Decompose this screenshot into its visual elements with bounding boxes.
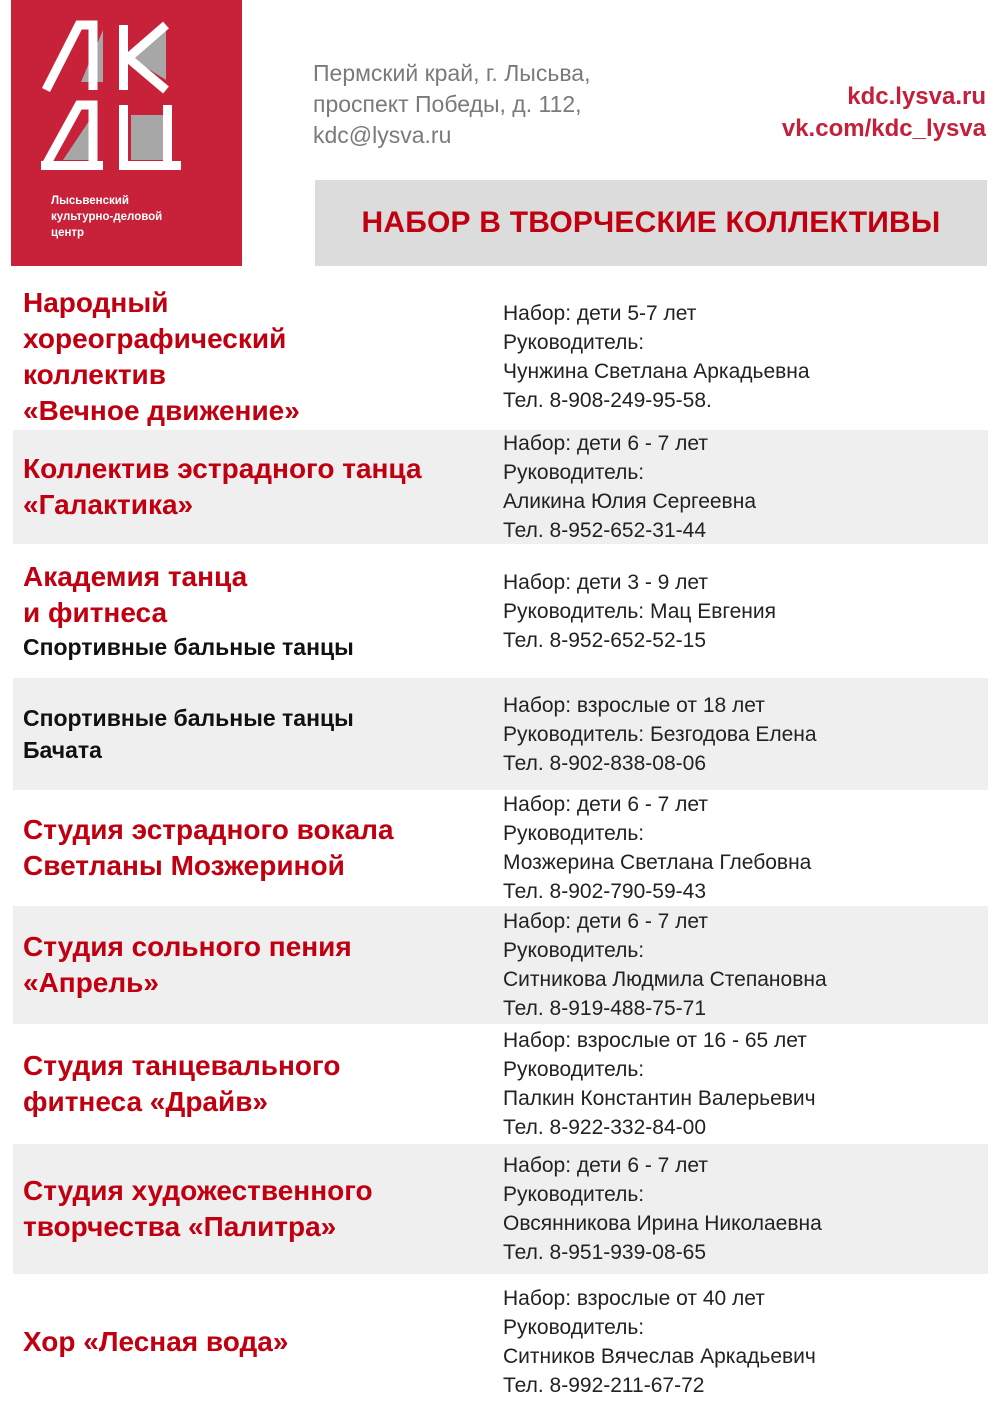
name-line: Студия сольного пения <box>23 931 352 962</box>
name-line: «Апрель» <box>23 967 159 998</box>
collective-info <box>503 1026 816 1142</box>
collective-info <box>503 907 827 1023</box>
collective-row <box>13 430 988 544</box>
collective-info <box>503 790 811 906</box>
address-block <box>313 58 590 151</box>
phone[interactable]: Тел. 8-902-838-08-06 <box>503 751 706 775</box>
leader-label: Руководитель: <box>503 939 645 962</box>
phone[interactable]: Тел. 8-922-332-84-00 <box>503 1116 706 1139</box>
collective-name <box>13 285 503 429</box>
collective-row <box>13 544 988 678</box>
web-links <box>782 81 986 145</box>
collective-name <box>13 929 503 1001</box>
collective-row <box>13 790 988 906</box>
name-line: Коллектив эстрадного танца <box>23 453 422 484</box>
name-line: Народный <box>23 287 169 318</box>
leader-name: Овсянникова Ирина Николаевна <box>503 1212 822 1235</box>
collective-row <box>13 906 988 1024</box>
leader-label: Руководитель: <box>503 331 645 354</box>
recruit-age: Набор: взрослые от 18 лет <box>503 693 765 717</box>
collectives-list <box>13 284 988 1410</box>
leader-name: Палкин Константин Валерьевич <box>503 1087 816 1110</box>
recruit-age: Набор: дети 6 - 7 лет <box>503 793 709 816</box>
phone[interactable]: Тел. 8-919-488-75-71 <box>503 997 706 1020</box>
name-line: хореографический <box>23 323 287 354</box>
leader-label: Руководитель: Безгодова Елена <box>503 722 817 746</box>
vk-link[interactable]: vk.com/kdc_lysva <box>781 115 986 142</box>
collective-name <box>13 1173 503 1245</box>
name-line: и фитнеса <box>23 597 168 628</box>
phone[interactable]: Тел. 8-952-652-52-15 <box>503 628 706 652</box>
logo-caption-line: культурно-деловой <box>51 211 163 223</box>
phone[interactable]: Тел. 8-952-652-31-44 <box>503 519 706 542</box>
phone[interactable]: Тел. 8-908-249-95-58. <box>503 389 712 412</box>
collective-info <box>503 429 756 545</box>
name-line: Студия художественного <box>23 1175 373 1206</box>
recruit-age: Набор: дети 3 - 9 лет <box>503 570 709 594</box>
name-line: Академия танца <box>23 561 248 592</box>
kdc-logo <box>11 0 242 266</box>
leader-name: Мозжерина Светлана Глебовна <box>503 851 812 874</box>
recruit-age: Набор: дети 6 - 7 лет <box>503 910 709 933</box>
collective-name <box>13 1324 503 1360</box>
name-line: Бачата <box>23 737 102 763</box>
collective-row <box>13 1024 988 1144</box>
name-subline: Спортивные бальные танцы <box>23 634 354 660</box>
site-link[interactable]: kdc.lysva.ru <box>847 83 986 110</box>
name-line: Спортивные бальные танцы <box>23 705 354 731</box>
collective-name <box>13 812 503 884</box>
name-line: «Вечное движение» <box>23 395 300 426</box>
logo-caption-line: Лысьвенский <box>51 195 129 207</box>
logo-caption-line: центр <box>51 227 85 239</box>
logo-caption <box>51 193 162 241</box>
collective-info <box>503 299 810 415</box>
phone[interactable]: Тел. 8-951-939-08-65 <box>503 1241 706 1264</box>
collective-row <box>13 284 988 430</box>
collective-row <box>13 1144 988 1274</box>
collective-name <box>13 559 503 663</box>
leader-label: Руководитель: <box>503 1058 645 1081</box>
leader-name: Аликина Юлия Сергеевна <box>503 490 756 513</box>
logo-letters-icon <box>41 20 181 185</box>
leader-label: Руководитель: <box>503 822 645 845</box>
collective-info <box>503 691 817 778</box>
leader-label: Руководитель: Мац Евгения <box>503 599 776 623</box>
address-line: Пермский край, г. Лысьва, <box>313 60 591 86</box>
collective-row <box>13 678 988 790</box>
leader-name: Ситникова Людмила Степановна <box>503 968 827 991</box>
collective-name <box>13 451 503 523</box>
phone[interactable]: Тел. 8-992-211-67-72 <box>503 1374 705 1397</box>
recruit-age: Набор: дети 6 - 7 лет <box>503 432 709 455</box>
leader-name: Чунжина Светлана Аркадьевна <box>503 360 810 383</box>
name-line: Студия эстрадного вокала <box>23 814 394 845</box>
recruit-age: Набор: дети 5-7 лет <box>503 302 697 325</box>
page-title: НАБОР В ТВОРЧЕСКИЕ КОЛЛЕКТИВЫ <box>361 206 941 239</box>
name-line: коллектив <box>23 359 166 390</box>
name-line: фитнеса «Драйв» <box>23 1086 268 1117</box>
collective-row <box>13 1274 988 1410</box>
name-line: «Галактика» <box>23 489 194 520</box>
name-line: Хор «Лесная вода» <box>23 1326 289 1357</box>
name-line: творчества «Палитра» <box>23 1211 337 1242</box>
collective-name <box>13 1048 503 1120</box>
leader-label: Руководитель: <box>503 1183 645 1206</box>
recruit-age: Набор: дети 6 - 7 лет <box>503 1154 709 1177</box>
name-line: Студия танцевального <box>23 1050 341 1081</box>
address-line: проспект Победы, д. 112, <box>313 91 582 117</box>
leader-label: Руководитель: <box>503 1316 645 1339</box>
leader-label: Руководитель: <box>503 461 645 484</box>
collective-info <box>503 1151 822 1267</box>
phone[interactable]: Тел. 8-902-790-59-43 <box>503 880 706 903</box>
leader-name: Ситников Вячеслав Аркадьевич <box>503 1345 816 1368</box>
collective-name <box>13 702 503 766</box>
collective-info <box>503 568 776 655</box>
title-banner <box>315 180 987 266</box>
recruit-age: Набор: взрослые от 40 лет <box>503 1287 765 1310</box>
name-line: Светланы Мозжериной <box>23 850 345 881</box>
recruit-age: Набор: взрослые от 16 - 65 лет <box>503 1029 807 1052</box>
collective-info <box>503 1284 816 1400</box>
email-link[interactable]: kdc@lysva.ru <box>313 122 452 148</box>
